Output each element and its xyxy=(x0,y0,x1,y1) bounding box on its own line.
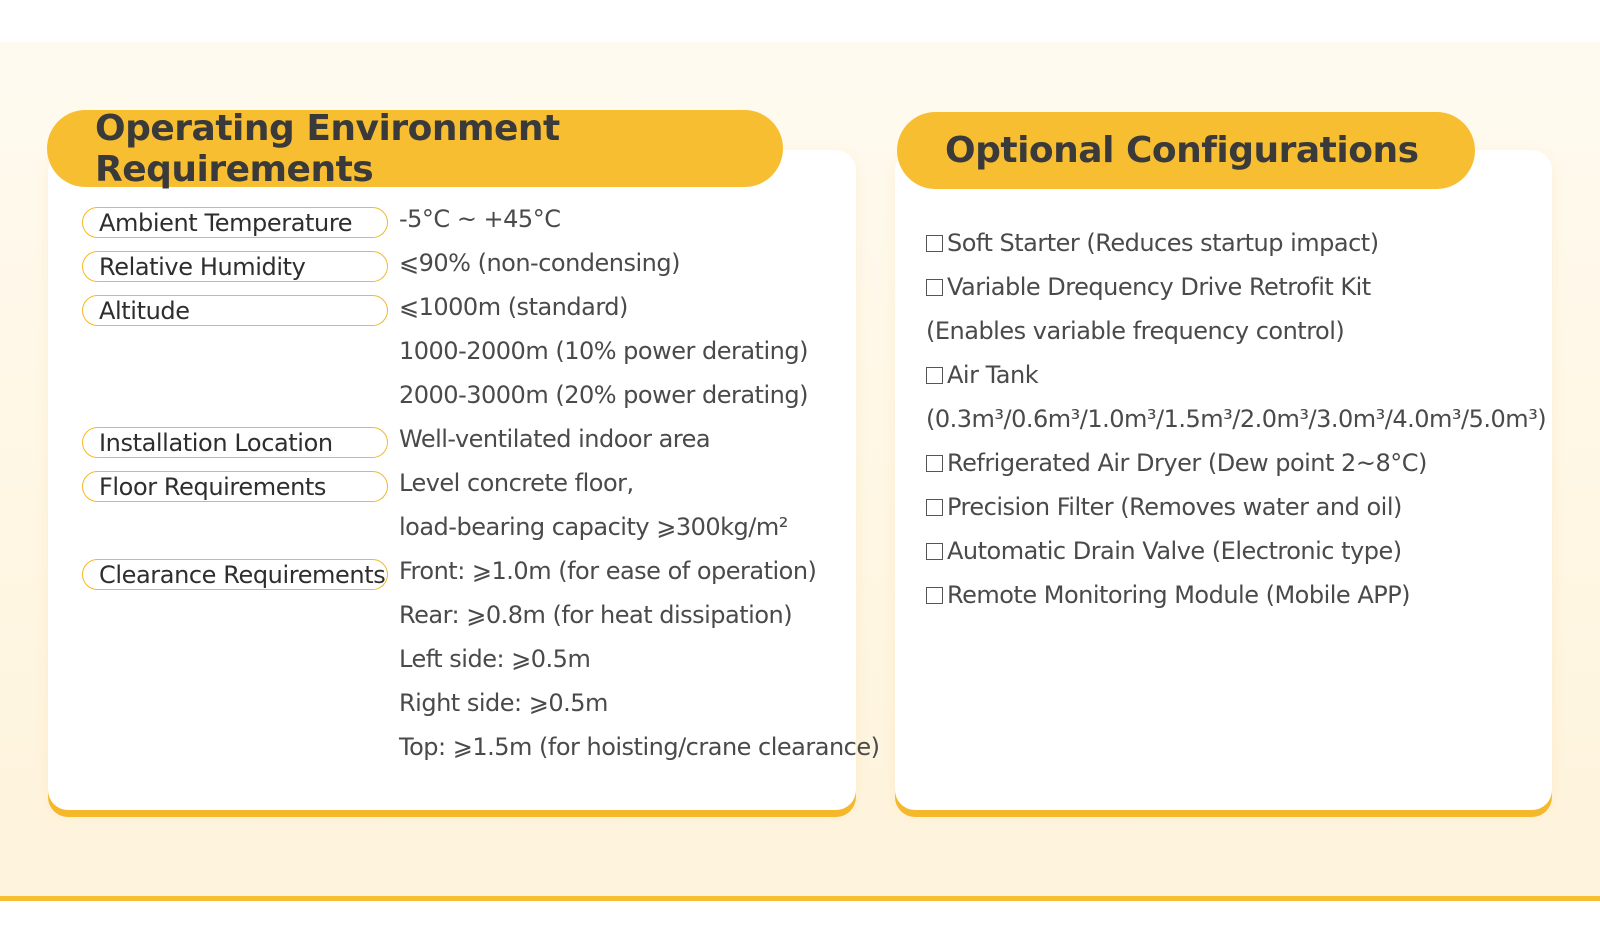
bottom-divider xyxy=(0,896,1600,901)
env-row-clearance-cont xyxy=(0,642,1600,687)
option-text: Refrigerated Air Dryer (Dew point 2~8°C) xyxy=(947,449,1427,477)
env-value: Left side: ⩾0.5m xyxy=(399,645,591,673)
env-row-clearance-cont xyxy=(0,686,1600,731)
env-value: 2000-3000m (20% power derating) xyxy=(399,381,808,409)
option-item-cont xyxy=(926,405,1546,433)
checkbox-icon[interactable] xyxy=(926,279,943,296)
env-label: Clearance Requirements xyxy=(82,559,388,590)
env-value: -5°C ~ +45°C xyxy=(399,205,561,233)
option-text: (0.3m³/0.6m³/1.0m³/1.5m³/2.0m³/3.0m³/4.0m³/5.0m³) xyxy=(926,405,1547,433)
option-item xyxy=(926,493,1402,521)
option-item xyxy=(926,273,1371,301)
checkbox-icon[interactable] xyxy=(926,499,943,516)
option-item xyxy=(926,537,1402,565)
checkbox-icon[interactable] xyxy=(926,543,943,560)
env-value: Top: ⩾1.5m (for hoisting/crane clearance) xyxy=(399,733,880,761)
checkbox-icon[interactable] xyxy=(926,235,943,252)
env-value: Front: ⩾1.0m (for ease of operation) xyxy=(399,557,817,585)
option-text: Variable Drequency Drive Retrofit Kit xyxy=(947,273,1371,301)
env-value: Level concrete floor, xyxy=(399,469,634,497)
env-value: Well-ventilated indoor area xyxy=(399,425,711,453)
env-value: load-bearing capacity ⩾300kg/m² xyxy=(399,513,788,541)
option-text: Air Tank xyxy=(947,361,1039,389)
environment-title: Operating Environment Requirements xyxy=(47,110,783,187)
option-text: (Enables variable frequency control) xyxy=(926,317,1345,345)
checkbox-icon[interactable] xyxy=(926,367,943,384)
checkbox-icon[interactable] xyxy=(926,455,943,472)
env-label: Relative Humidity xyxy=(82,251,388,282)
env-row-clearance-cont xyxy=(0,730,1600,775)
option-item xyxy=(926,449,1427,477)
env-row-altitude-cont xyxy=(0,334,1600,379)
option-item xyxy=(926,581,1410,609)
env-label: Installation Location xyxy=(82,427,388,458)
option-text: Soft Starter (Reduces startup impact) xyxy=(947,229,1379,257)
env-label: Floor Requirements xyxy=(82,471,388,502)
option-text: Remote Monitoring Module (Mobile APP) xyxy=(947,581,1411,609)
checkbox-icon[interactable] xyxy=(926,587,943,604)
env-label: Ambient Temperature xyxy=(82,207,388,238)
env-value: 1000-2000m (10% power derating) xyxy=(399,337,808,365)
env-value: Rear: ⩾0.8m (for heat dissipation) xyxy=(399,601,793,629)
env-value: Right side: ⩾0.5m xyxy=(399,689,608,717)
option-item xyxy=(926,229,1379,257)
option-item xyxy=(926,361,1038,389)
option-text: Precision Filter (Removes water and oil) xyxy=(947,493,1402,521)
options-title: Optional Configurations xyxy=(897,112,1475,189)
env-label: Altitude xyxy=(82,295,388,326)
option-item-cont xyxy=(926,317,1344,345)
env-value: ⩽1000m (standard) xyxy=(399,293,628,321)
env-value: ⩽90% (non-condensing) xyxy=(399,249,680,277)
option-text: Automatic Drain Valve (Electronic type) xyxy=(947,537,1402,565)
